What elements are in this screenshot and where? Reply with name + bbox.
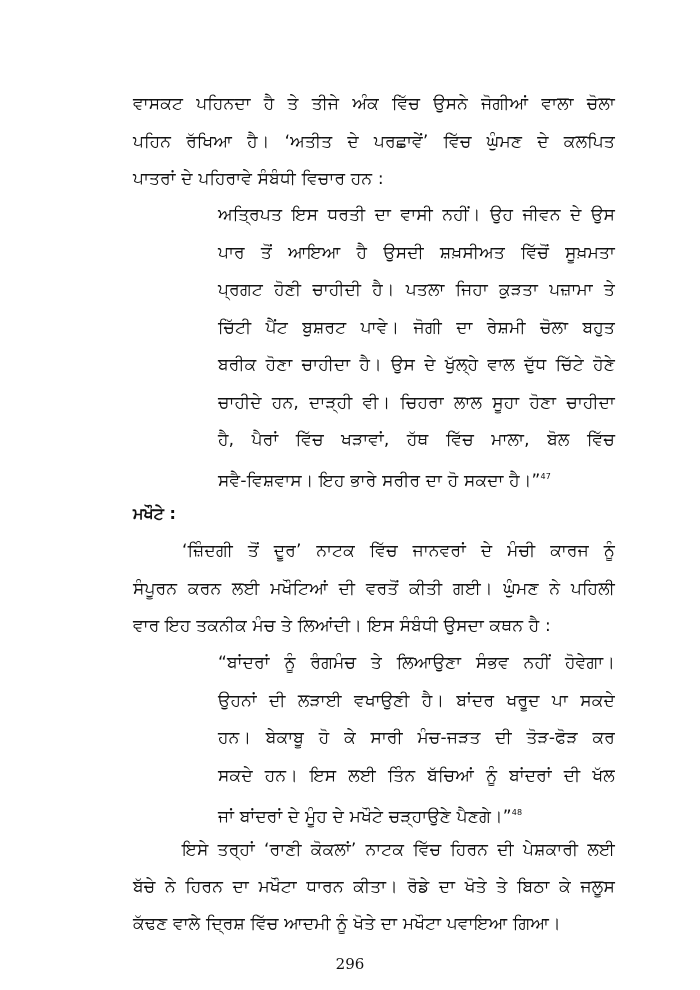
section-heading: ਮਖੌਟੇ : [133, 504, 176, 523]
quote-line: ਅਤ੍ਰਿਪਤ ਇਸ ਧਰਤੀ ਦਾ ਵਾਸੀ ਨਹੀਂ। ਉਹ ਜੀਵਨ ਦੇ ਉਸ [218, 205, 615, 225]
quote-line: ਪ੍ਰਗਟ ਹੋਣੀ ਚਾਹੀਦੀ ਹੈ। ਪਤਲਾ ਜਿਹਾ ਕੁੜਤਾ ਪਜ਼ਾਮਾ ਤੇ [218, 280, 615, 300]
quote-text: ਸਵੈ-ਵਿਸ਼ਵਾਸ। ਇਹ ਭਾਰੇ ਸਰੀਰ ਦਾ ਹੋ ਸਕਦਾ ਹੈ।” [218, 471, 541, 491]
quote-line: ਹੈ, ਪੈਰਾਂ ਵਿੱਚ ਖੜਾਵਾਂ, ਹੱਥ ਵਿੱਚ ਮਾਲਾ, ਬੋਲ ਵਿੱਚ [218, 430, 615, 450]
footnote-marker: 47 [540, 472, 552, 481]
quote-line: ਚਾਹੀਦੇ ਹਨ, ਦਾੜ੍ਹੀ ਵੀ। ਚਿਹਰਾ ਲਾਲ ਸੂਹਾ ਹੋਣਾ ਚਾਹੀਦਾ [218, 393, 615, 413]
quote-text: ਜਾਂ ਬਾਂਦਰਾਂ ਦੇ ਮੂੰਹ ਦੇ ਮਖੌਟੇ ਚੜ੍ਹਾਉਣੇ ਪੈਣਗੇ।” [218, 807, 512, 827]
paragraph-line: ਪਾਤਰਾਂ ਦੇ ਪਹਿਰਾਵੇ ਸੰਬੰਧੀ ਵਿਚਾਰ ਹਨ : [133, 169, 384, 189]
quote-line: “ਬਾਂਦਰਾਂ ਨੂੰ ਰੰਗਮੰਚ ਤੇ ਲਿਆਉਣਾ ਸੰਭਵ ਨਹੀਂ ਹੋਵੇਗਾ। [218, 653, 615, 673]
paragraph-line: ‘ਜ਼ਿੰਦਗੀ ਤੋਂ ਦੂਰ’ ਨਾਟਕ ਵਿੱਚ ਜਾਨਵਰਾਂ ਦੇ ਮੰਚੀ ਕਾਰਜ ਨੂੰ [182, 541, 615, 561]
paragraph-line: ਇਸੇ ਤਰ੍ਹਾਂ ‘ਰਾਣੀ ਕੋਕਲਾਂ’ ਨਾਟਕ ਵਿੱਚ ਹਿਰਨ ਦੀ ਪੇਸ਼ਕਾਰੀ ਲਈ [182, 840, 615, 860]
paragraph-line: ਸੰਪੂਰਨ ਕਰਨ ਲਈ ਮਖੌਟਿਆਂ ਦੀ ਵਰਤੋਂ ਕੀਤੀ ਗਈ। ਘੁੰਮਣ ਨੇ ਪਹਿਲੀ [133, 579, 615, 599]
quote-line: ਹਨ। ਬੇਕਾਬੂ ਹੋ ਕੇ ਸਾਰੀ ਮੰਚ-ਜੜਤ ਦੀ ਤੋੜ-ਫੋੜ ਕਰ [218, 728, 615, 748]
page-number: 296 [335, 955, 365, 973]
quote-last-line [218, 465, 551, 493]
quote-line: ਚਿੱਟੀ ਪੈਂਟ ਬੁਸ਼ਰਟ ਪਾਵੇ। ਜੋਗੀ ਦਾ ਰੇਸ਼ਮੀ ਚੋਲਾ ਬਹੁਤ [218, 318, 615, 338]
quote-line: ਉਹਨਾਂ ਦੀ ਲੜਾਈ ਵਖਾਉਣੀ ਹੈ। ਬਾਂਦਰ ਖਰੂਦ ਪਾ ਸਕਦੇ [218, 691, 615, 711]
footnote-marker: 48 [511, 808, 523, 817]
paragraph-line: ਬੱਚੇ ਨੇ ਹਿਰਨ ਦਾ ਮਖੌਟਾ ਧਾਰਨ ਕੀਤਾ। ਰੋਡੇ ਦਾ ਖੋਤੇ ਤੇ ਬਿਠਾ ਕੇ ਜਲੂਸ [133, 877, 615, 897]
quote-line: ਪਾਰ ਤੋਂ ਆਇਆ ਹੈ ਉਸਦੀ ਸ਼ਖ਼ਸੀਅਤ ਵਿੱਚੋਂ ਸੂਖ਼ਮਤਾ [218, 243, 615, 263]
paragraph-line: ਵਾਸਕਟ ਪਹਿਨਦਾ ਹੈ ਤੇ ਤੀਜੇ ਅੰਕ ਵਿੱਚ ਉਸਨੇ ਜੋਗੀਆਂ ਵਾਲਾ ਚੋਲਾ [133, 94, 615, 114]
paragraph-line: ਪਹਿਨ ਰੱਖਿਆ ਹੈ। ‘ਅਤੀਤ ਦੇ ਪਰਛਾਵੇਂ’ ਵਿੱਚ ਘੁੰਮਣ ਦੇ ਕਲਪਿਤ [133, 132, 615, 152]
paragraph-line: ਵਾਰ ਇਹ ਤਕਨੀਕ ਮੰਚ ਤੇ ਲਿਆਂਦੀ। ਇਸ ਸੰਬੰਧੀ ਉਸਦਾ ਕਥਨ ਹੈ : [133, 616, 551, 636]
quote-line: ਸਕਦੇ ਹਨ। ਇਸ ਲਈ ਤਿੰਨ ਬੱਚਿਆਂ ਨੂੰ ਬਾਂਦਰਾਂ ਦੀ ਖੱਲ [218, 766, 615, 786]
quote-line: ਬਰੀਕ ਹੋਣਾ ਚਾਹੀਦਾ ਹੈ। ਉਸ ਦੇ ਖੁੱਲ੍ਹੇ ਵਾਲ ਦੁੱਧ ਚਿੱਟੇ ਹੋਣੇ [218, 355, 615, 375]
quote-last-line [218, 801, 522, 829]
paragraph-line: ਕੱਢਣ ਵਾਲੇ ਦ੍ਰਿਸ਼ ਵਿੱਚ ਆਦਮੀ ਨੂੰ ਖੋਤੇ ਦਾ ਮਖੌਟਾ ਪਵਾਇਆ ਗਿਆ। [133, 914, 561, 934]
